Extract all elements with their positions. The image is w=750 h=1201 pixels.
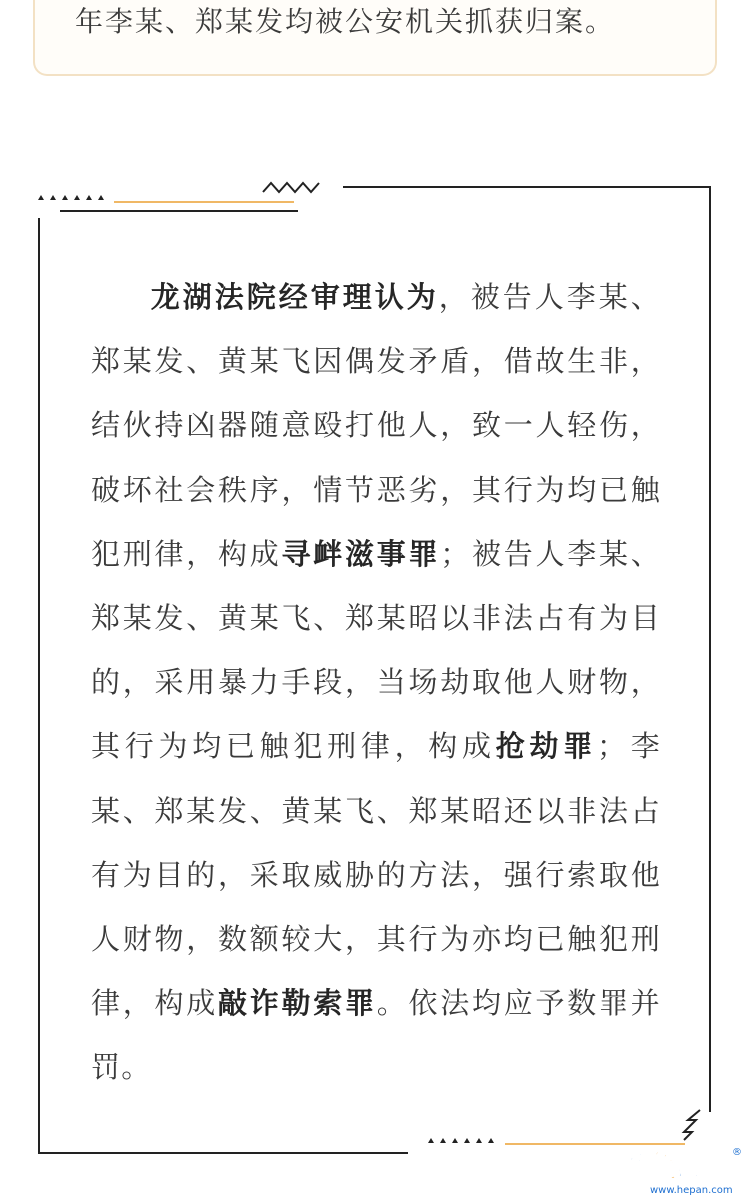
verdict-crime-name: 抢劫罪 bbox=[495, 729, 597, 764]
frame-line-left bbox=[38, 218, 40, 1154]
verdict-crime-name: 寻衅滋事罪 bbox=[281, 536, 441, 571]
verdict-paragraph bbox=[91, 265, 661, 1100]
verdict-segment: 。依法均应予数罪并罚。 bbox=[91, 986, 661, 1085]
zigzag-ornament-bottom bbox=[682, 1112, 712, 1142]
brand-logo bbox=[614, 1141, 740, 1197]
intro-text: 年李某、郑某发均被公安机关抓获归案。 bbox=[75, 5, 616, 38]
verdict-segment: ；被告人李某、郑某发、黄某飞、郑某昭以非法占有为目的，采用暴力手段，当场劫取他人财物，其行为均已触犯刑律，构成 bbox=[91, 536, 661, 764]
frame-line-top-right bbox=[343, 186, 710, 188]
svg-text:河: 河 bbox=[676, 1152, 703, 1182]
verdict-crime-name: 敲诈勒索罪 bbox=[217, 986, 377, 1021]
frame-line-top-left bbox=[60, 210, 298, 212]
verdict-segment-lead: 龙湖法院经审理认为 bbox=[149, 280, 439, 314]
frame-dots-top-left bbox=[38, 195, 104, 200]
verdict-segment: ；李某、郑某发、黄某飞、郑某昭还以非法占有为目的，采取威胁的方法，强行索取他人财物，数额较大，其行为亦均已触犯刑律，构成 bbox=[91, 729, 661, 1021]
svg-text:畔: 畔 bbox=[704, 1152, 731, 1182]
frame-dots-bottom-right bbox=[428, 1138, 494, 1143]
svg-text:蓝: 蓝 bbox=[614, 1150, 644, 1185]
frame-line-right bbox=[709, 186, 711, 1112]
frame-accent-line-top bbox=[114, 201, 294, 203]
svg-text:®: ® bbox=[732, 1147, 742, 1158]
zigzag-ornament bbox=[262, 180, 324, 194]
svg-text:色: 色 bbox=[647, 1150, 677, 1185]
intro-card bbox=[33, 0, 717, 76]
svg-text:www.hepan.com: www.hepan.com bbox=[650, 1185, 733, 1196]
verdict-segment: ，被告人李某、郑某发、黄某飞因偶发矛盾，借故生非，结伙持凶器随意殴打他人，致一人轻伤，破坏社会秩序，情节恶劣，其行为均已触犯刑律，构成 bbox=[91, 280, 661, 571]
frame-line-bottom bbox=[38, 1152, 408, 1154]
